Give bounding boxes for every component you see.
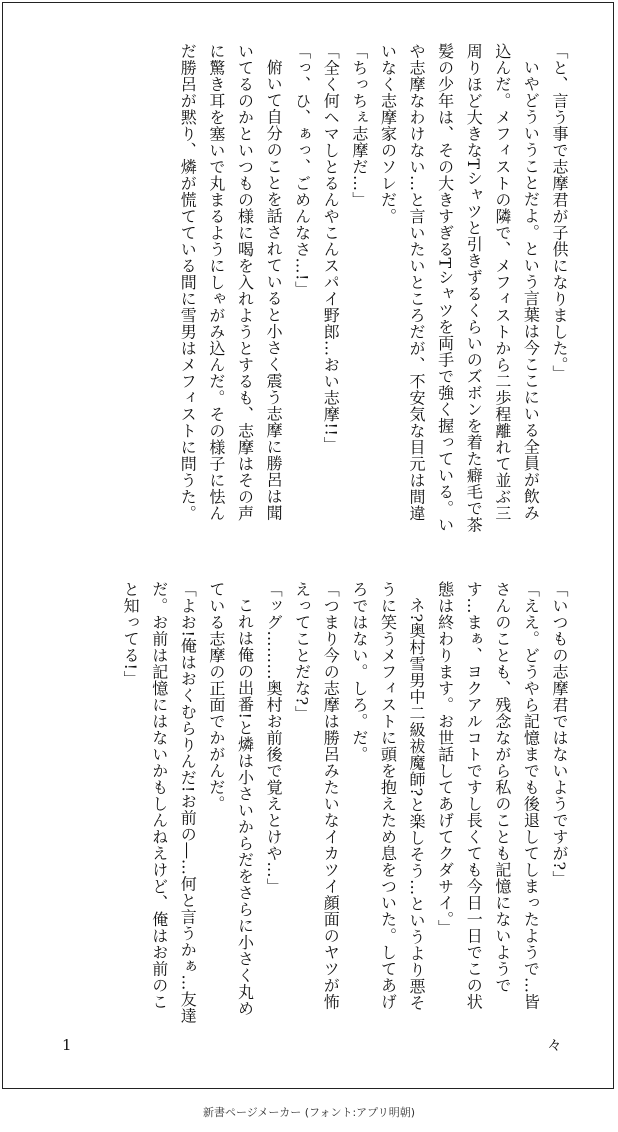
paragraph: 「いつもの志摩君ではないようですが?」 [550, 581, 569, 888]
paragraph: 「ちっちぇ志摩だ…」 [349, 43, 369, 208]
paragraph: ネ?奥村雪男中二級祓魔師?と楽しそう…というより悪そうに笑うメフィストに頭を抱えため息をついた。してあげろではない。しろ。だ。 [349, 581, 427, 1012]
paragraph: 「っ、ひ、ぁっ、ごめんなさ…!」 [292, 43, 312, 298]
lower-text-block [23, 581, 573, 1026]
paragraph: 「ええ。どうやら記憶までも後退してしまったようで…皆さんのことも、残念ながら私のことも記憶にないようです…まぁ、ヨクアルコトですし長くても今日一日でこの状態は終わります。お世話してあげてクダサイ。」 [435, 581, 541, 1010]
book-page [2, 2, 614, 1089]
paragraph: 「と、言う事で志摩君が子供になりました。」 [550, 43, 569, 382]
paragraph: これは俺の出番!と燐は小さいからだをさらに小さく丸めている志摩の正面でかがんだ。 [206, 581, 255, 1017]
footer-caption: 新書ページメーカー (フォント:アプリ明朝) [202, 1106, 416, 1119]
page-number-right: 々 [547, 1036, 563, 1054]
paragraph: いやどういうことだよ。という言葉は今ここにいる全員が飲み込んだ。メフィストの隣で、メフィストから二歩程離れて並ぶ三周りほど大きなTシャツと引きずるくらいのズボンを着た癖毛で茶髪の少年は、その大きすぎるTシャツを両手で強く握っている。いや志摩なわけない…と言いたいところだが、不安気な目元は間違いなく志摩家のソレだ。 [378, 43, 541, 533]
upper-text-block [23, 43, 573, 533]
paragraph: 「つまり今の志摩は勝呂みたいなイカツイ顔面のヤツが怖えってことだな?」 [292, 581, 341, 1010]
paragraph: 「全く何ヘマしとるんやこんスパイ野郎…おい志摩!!」 [321, 43, 341, 453]
paragraph: 「ッグ………奥村お前後で覚えとけや…」 [264, 581, 284, 895]
paragraph: 俯いて自分のことを話されていると小さく震う志摩に勝呂は聞いてるのかといつもの様に喝を入れようとするも、志摩はその声に驚き耳を塞いで丸まるようにしゃがみ込んだ。その様子に怯んだ勝呂が黙り、燐が慌てている間に雪男はメフィストに問うた。 [178, 43, 284, 522]
page-number-left: 1 [62, 1036, 72, 1054]
paragraph: 「よお!俺はおくむらりんだ!お前の―…何と言うかぁ…友達だ。お前は記憶にはないかもしんねえけど、俺はお前のこと知ってる!」 [121, 581, 198, 1024]
